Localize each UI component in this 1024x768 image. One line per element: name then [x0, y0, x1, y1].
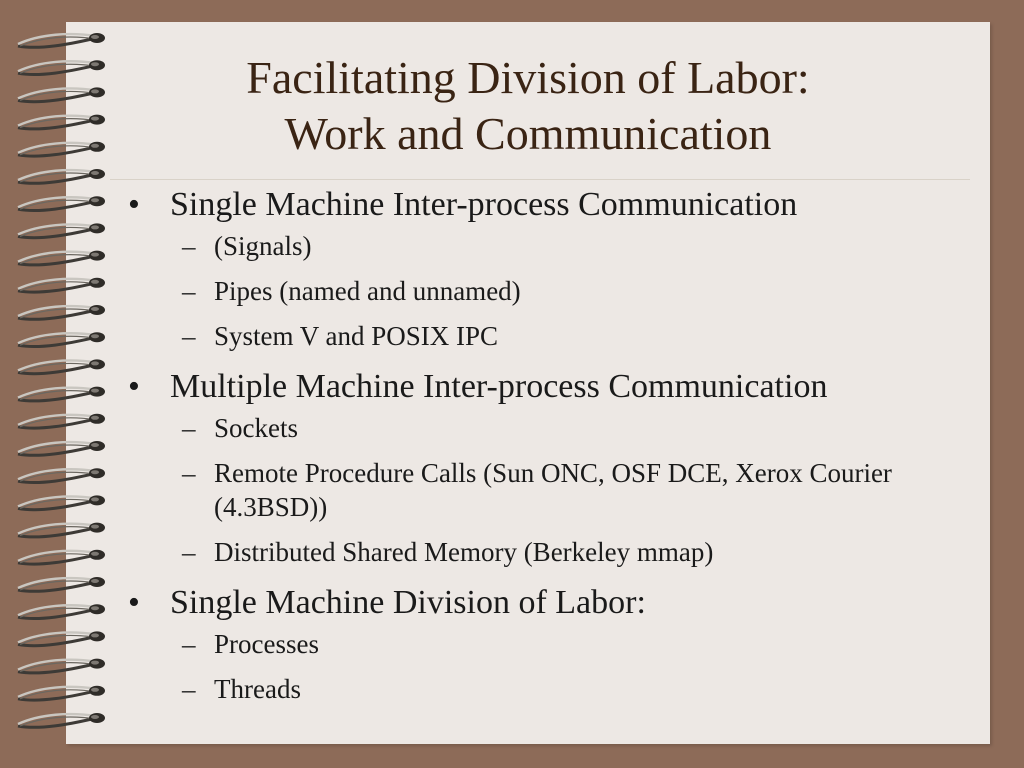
- binding-ring-icon: [18, 577, 105, 591]
- bullet-dot-icon: •: [128, 186, 140, 223]
- binding-ring-icon: [18, 251, 105, 265]
- sub-bullet-text: Distributed Shared Memory (Berkeley mmap): [214, 537, 714, 567]
- binding-ring-icon: [18, 441, 105, 455]
- binding-ring-icon: [18, 686, 105, 700]
- binding-ring-icon: [18, 659, 105, 673]
- sub-bullet-item: [126, 274, 976, 308]
- binding-ring-icon: [18, 305, 105, 319]
- sub-bullet-text: System V and POSIX IPC: [214, 321, 499, 351]
- dash-icon: –: [182, 537, 196, 567]
- sub-bullet-item: [126, 319, 976, 353]
- bullet-dot-icon: •: [128, 368, 140, 405]
- bullet-item: [126, 583, 976, 623]
- binding-ring-icon: [18, 414, 105, 428]
- binding-ring-icon: [18, 387, 105, 401]
- dash-icon: –: [182, 629, 196, 659]
- binding-ring-icon: [18, 278, 105, 292]
- sub-bullet-text: Pipes (named and unnamed): [214, 276, 521, 306]
- bullet-group-1: [126, 185, 976, 353]
- binding-ring-icon: [18, 604, 105, 618]
- bullet-group-2: [126, 367, 976, 569]
- binding-ring-icon: [18, 631, 105, 645]
- binding-ring-icon: [18, 359, 105, 373]
- dash-icon: –: [182, 458, 196, 488]
- binding-ring-icon: [18, 713, 105, 727]
- sub-bullet-item: [126, 672, 976, 706]
- binding-ring-icon: [18, 169, 105, 183]
- binding-ring-icon: [18, 550, 105, 564]
- bullet-item: [126, 367, 976, 407]
- bullet-dot-icon: •: [128, 584, 140, 621]
- dash-icon: –: [182, 321, 196, 351]
- title-line-1: Facilitating Division of Labor:: [246, 52, 810, 103]
- binding-ring-icon: [18, 332, 105, 346]
- bullet-text: Single Machine Inter-process Communication: [170, 186, 798, 223]
- bullet-item: [126, 185, 976, 225]
- bullet-group-3: [126, 583, 976, 706]
- sub-bullet-item: [126, 627, 976, 661]
- binding-ring-icon: [18, 196, 105, 210]
- dash-icon: –: [182, 674, 196, 704]
- binding-ring-icon: [18, 468, 105, 482]
- binding-ring-icon: [18, 523, 105, 537]
- dash-icon: –: [182, 231, 196, 261]
- dash-icon: –: [182, 276, 196, 306]
- sub-bullet-item: [126, 456, 976, 524]
- sub-bullet-text: Sockets: [214, 413, 298, 443]
- title-divider: [110, 179, 970, 180]
- bullet-text: Single Machine Division of Labor:: [170, 584, 646, 621]
- sub-bullet-text: (Signals): [214, 231, 312, 261]
- binding-ring-icon: [18, 495, 105, 509]
- bullet-list: [126, 185, 976, 720]
- binding-ring-icon: [18, 33, 105, 47]
- bullet-text: Multiple Machine Inter-process Communication: [170, 368, 828, 405]
- sub-bullet-item: [126, 411, 976, 445]
- sub-bullet-text: Processes: [214, 629, 319, 659]
- dash-icon: –: [182, 413, 196, 443]
- slide-title: [66, 50, 990, 162]
- binding-ring-icon: [18, 223, 105, 237]
- sub-bullet-item: [126, 535, 976, 569]
- sub-bullet-text: Threads: [214, 674, 301, 704]
- title-line-2: Work and Communication: [284, 108, 772, 159]
- sub-bullet-item: [126, 229, 976, 263]
- sub-bullet-text: Remote Procedure Calls (Sun ONC, OSF DCE, Xerox Courier (4.3BSD)): [214, 458, 892, 522]
